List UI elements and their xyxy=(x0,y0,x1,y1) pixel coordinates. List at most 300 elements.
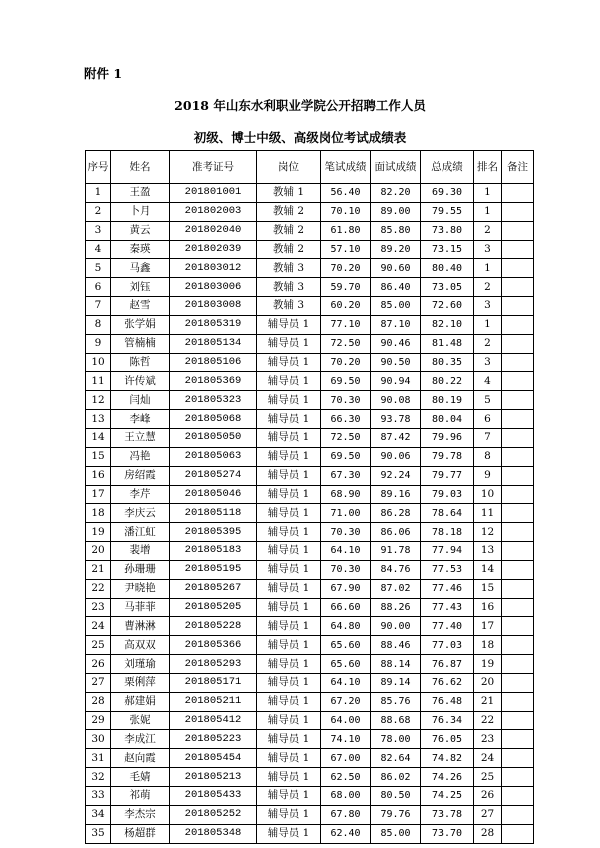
cell-interview: 91.78 xyxy=(371,542,421,561)
cell-name: 马鑫 xyxy=(111,259,170,278)
column-header-total: 总成绩 xyxy=(421,151,474,184)
cell-total: 79.03 xyxy=(421,485,474,504)
score-table xyxy=(85,150,534,844)
cell-name: 秦瑛 xyxy=(111,240,170,259)
cell-written: 66.60 xyxy=(321,598,371,617)
cell-interview: 86.28 xyxy=(371,504,421,523)
cell-total: 76.34 xyxy=(421,711,474,730)
cell-written: 62.40 xyxy=(321,824,371,843)
cell-written: 68.00 xyxy=(321,787,371,806)
cell-name: 王盈 xyxy=(111,184,170,203)
cell-total: 73.78 xyxy=(421,805,474,824)
cell-rank: 24 xyxy=(474,749,502,768)
cell-post: 辅导员 1 xyxy=(257,334,321,353)
cell-note xyxy=(502,636,534,655)
cell-no: 4 xyxy=(86,240,111,259)
cell-written: 74.10 xyxy=(321,730,371,749)
cell-interview: 80.50 xyxy=(371,787,421,806)
cell-name: 房绍霞 xyxy=(111,466,170,485)
cell-interview: 78.00 xyxy=(371,730,421,749)
cell-name: 管楠楠 xyxy=(111,334,170,353)
cell-note xyxy=(502,410,534,429)
cell-exam-id: 201805433 xyxy=(170,787,257,806)
cell-interview: 90.06 xyxy=(371,447,421,466)
cell-name: 毛婧 xyxy=(111,768,170,787)
cell-post: 辅导员 1 xyxy=(257,447,321,466)
cell-name: 李杰宗 xyxy=(111,805,170,824)
cell-interview: 90.08 xyxy=(371,391,421,410)
cell-exam-id: 201802040 xyxy=(170,221,257,240)
cell-name: 张妮 xyxy=(111,711,170,730)
cell-total: 77.43 xyxy=(421,598,474,617)
cell-written: 59.70 xyxy=(321,278,371,297)
cell-total: 72.60 xyxy=(421,297,474,316)
cell-no: 27 xyxy=(86,673,111,692)
table-row xyxy=(86,410,534,429)
document-title: 2018 年山东水利职业学院公开招聘工作人员 xyxy=(174,98,426,113)
cell-rank: 8 xyxy=(474,447,502,466)
cell-no: 32 xyxy=(86,768,111,787)
cell-post: 教辅 2 xyxy=(257,202,321,221)
cell-written: 67.80 xyxy=(321,805,371,824)
cell-exam-id: 201805369 xyxy=(170,372,257,391)
cell-note xyxy=(502,805,534,824)
table-row xyxy=(86,278,534,297)
cell-post: 教辅 3 xyxy=(257,297,321,316)
cell-interview: 84.76 xyxy=(371,560,421,579)
cell-no: 28 xyxy=(86,692,111,711)
cell-no: 3 xyxy=(86,221,111,240)
cell-written: 70.20 xyxy=(321,353,371,372)
cell-rank: 2 xyxy=(474,278,502,297)
cell-rank: 27 xyxy=(474,805,502,824)
cell-no: 30 xyxy=(86,730,111,749)
cell-exam-id: 201805106 xyxy=(170,353,257,372)
cell-total: 74.82 xyxy=(421,749,474,768)
cell-rank: 22 xyxy=(474,711,502,730)
cell-exam-id: 201805063 xyxy=(170,447,257,466)
cell-name: 陈哲 xyxy=(111,353,170,372)
cell-no: 2 xyxy=(86,202,111,221)
cell-rank: 16 xyxy=(474,598,502,617)
cell-exam-id: 201805412 xyxy=(170,711,257,730)
table-row xyxy=(86,372,534,391)
cell-no: 13 xyxy=(86,410,111,429)
cell-total: 79.96 xyxy=(421,428,474,447)
cell-rank: 1 xyxy=(474,184,502,203)
cell-exam-id: 201805267 xyxy=(170,579,257,598)
cell-name: 裴增 xyxy=(111,542,170,561)
cell-interview: 79.76 xyxy=(371,805,421,824)
cell-note xyxy=(502,749,534,768)
cell-no: 10 xyxy=(86,353,111,372)
table-row xyxy=(86,259,534,278)
cell-name: 曹淋淋 xyxy=(111,617,170,636)
cell-name: 黄云 xyxy=(111,221,170,240)
cell-post: 辅导员 1 xyxy=(257,485,321,504)
cell-written: 67.30 xyxy=(321,466,371,485)
table-row xyxy=(86,184,534,203)
document-subtitle: 初级、博士中级、高级岗位考试成绩表 xyxy=(193,130,407,145)
cell-note xyxy=(502,240,534,259)
cell-total: 77.53 xyxy=(421,560,474,579)
table-row xyxy=(86,768,534,787)
cell-note xyxy=(502,428,534,447)
cell-total: 77.46 xyxy=(421,579,474,598)
cell-rank: 20 xyxy=(474,673,502,692)
cell-written: 57.10 xyxy=(321,240,371,259)
table-row xyxy=(86,221,534,240)
cell-written: 69.50 xyxy=(321,447,371,466)
cell-rank: 9 xyxy=(474,466,502,485)
cell-rank: 3 xyxy=(474,297,502,316)
cell-no: 20 xyxy=(86,542,111,561)
cell-exam-id: 201805228 xyxy=(170,617,257,636)
cell-total: 73.80 xyxy=(421,221,474,240)
cell-rank: 19 xyxy=(474,655,502,674)
cell-name: 卜月 xyxy=(111,202,170,221)
column-header-rank: 排名 xyxy=(474,151,502,184)
cell-rank: 2 xyxy=(474,221,502,240)
cell-rank: 5 xyxy=(474,391,502,410)
cell-written: 69.50 xyxy=(321,372,371,391)
cell-written: 67.00 xyxy=(321,749,371,768)
cell-total: 76.87 xyxy=(421,655,474,674)
table-row xyxy=(86,711,534,730)
table-row xyxy=(86,485,534,504)
cell-no: 12 xyxy=(86,391,111,410)
cell-post: 辅导员 1 xyxy=(257,692,321,711)
cell-interview: 89.20 xyxy=(371,240,421,259)
cell-no: 14 xyxy=(86,428,111,447)
cell-exam-id: 201805211 xyxy=(170,692,257,711)
cell-note xyxy=(502,523,534,542)
cell-rank: 1 xyxy=(474,259,502,278)
table-row xyxy=(86,240,534,259)
cell-exam-id: 201805252 xyxy=(170,805,257,824)
cell-exam-id: 201803008 xyxy=(170,297,257,316)
cell-total: 69.30 xyxy=(421,184,474,203)
cell-post: 辅导员 1 xyxy=(257,542,321,561)
cell-no: 25 xyxy=(86,636,111,655)
cell-name: 李庆云 xyxy=(111,504,170,523)
cell-name: 冯艳 xyxy=(111,447,170,466)
cell-note xyxy=(502,730,534,749)
cell-note xyxy=(502,711,534,730)
cell-total: 77.03 xyxy=(421,636,474,655)
cell-no: 23 xyxy=(86,598,111,617)
cell-exam-id: 201803012 xyxy=(170,259,257,278)
cell-total: 80.22 xyxy=(421,372,474,391)
cell-post: 辅导员 1 xyxy=(257,655,321,674)
cell-exam-id: 201805293 xyxy=(170,655,257,674)
cell-name: 刘瑾瑜 xyxy=(111,655,170,674)
cell-written: 70.30 xyxy=(321,523,371,542)
cell-exam-id: 201805195 xyxy=(170,560,257,579)
cell-rank: 1 xyxy=(474,202,502,221)
cell-no: 35 xyxy=(86,824,111,843)
cell-exam-id: 201802003 xyxy=(170,202,257,221)
cell-rank: 28 xyxy=(474,824,502,843)
cell-rank: 14 xyxy=(474,560,502,579)
cell-post: 辅导员 1 xyxy=(257,805,321,824)
table-row xyxy=(86,655,534,674)
cell-interview: 87.42 xyxy=(371,428,421,447)
cell-written: 70.30 xyxy=(321,560,371,579)
cell-rank: 12 xyxy=(474,523,502,542)
table-row xyxy=(86,636,534,655)
cell-total: 73.05 xyxy=(421,278,474,297)
cell-interview: 88.26 xyxy=(371,598,421,617)
cell-interview: 90.60 xyxy=(371,259,421,278)
cell-rank: 26 xyxy=(474,787,502,806)
cell-written: 65.60 xyxy=(321,655,371,674)
cell-interview: 85.00 xyxy=(371,297,421,316)
column-header-interview: 面试成绩 xyxy=(371,151,421,184)
table-body xyxy=(86,184,534,844)
column-header-no: 序号 xyxy=(86,151,111,184)
cell-rank: 21 xyxy=(474,692,502,711)
cell-total: 79.55 xyxy=(421,202,474,221)
cell-note xyxy=(502,353,534,372)
cell-interview: 90.46 xyxy=(371,334,421,353)
cell-exam-id: 201805118 xyxy=(170,504,257,523)
cell-name: 赵雪 xyxy=(111,297,170,316)
cell-note xyxy=(502,278,534,297)
cell-interview: 82.20 xyxy=(371,184,421,203)
cell-name: 刘钰 xyxy=(111,278,170,297)
cell-no: 33 xyxy=(86,787,111,806)
cell-interview: 89.00 xyxy=(371,202,421,221)
cell-exam-id: 201805454 xyxy=(170,749,257,768)
cell-exam-id: 201801001 xyxy=(170,184,257,203)
cell-written: 70.30 xyxy=(321,391,371,410)
cell-exam-id: 201805348 xyxy=(170,824,257,843)
cell-rank: 17 xyxy=(474,617,502,636)
table-row xyxy=(86,523,534,542)
cell-written: 70.10 xyxy=(321,202,371,221)
cell-total: 79.77 xyxy=(421,466,474,485)
cell-interview: 87.02 xyxy=(371,579,421,598)
column-header-name: 姓名 xyxy=(111,151,170,184)
cell-note xyxy=(502,202,534,221)
cell-name: 栗俐萍 xyxy=(111,673,170,692)
cell-note xyxy=(502,334,534,353)
cell-no: 22 xyxy=(86,579,111,598)
cell-written: 70.20 xyxy=(321,259,371,278)
cell-post: 辅导员 1 xyxy=(257,504,321,523)
cell-written: 67.90 xyxy=(321,579,371,598)
cell-name: 许传斌 xyxy=(111,372,170,391)
cell-no: 7 xyxy=(86,297,111,316)
cell-interview: 85.00 xyxy=(371,824,421,843)
cell-post: 教辅 1 xyxy=(257,184,321,203)
cell-written: 71.00 xyxy=(321,504,371,523)
cell-post: 辅导员 1 xyxy=(257,410,321,429)
cell-interview: 90.50 xyxy=(371,353,421,372)
cell-total: 77.94 xyxy=(421,542,474,561)
cell-total: 76.62 xyxy=(421,673,474,692)
cell-post: 辅导员 1 xyxy=(257,560,321,579)
cell-rank: 3 xyxy=(474,240,502,259)
cell-exam-id: 201805050 xyxy=(170,428,257,447)
cell-post: 辅导员 1 xyxy=(257,636,321,655)
table-row xyxy=(86,428,534,447)
cell-exam-id: 201805213 xyxy=(170,768,257,787)
cell-written: 72.50 xyxy=(321,428,371,447)
table-row xyxy=(86,692,534,711)
attachment-label: 附件 1 xyxy=(84,66,123,81)
cell-name: 杨超群 xyxy=(111,824,170,843)
cell-note xyxy=(502,485,534,504)
table-row xyxy=(86,353,534,372)
cell-rank: 13 xyxy=(474,542,502,561)
cell-total: 80.35 xyxy=(421,353,474,372)
cell-post: 辅导员 1 xyxy=(257,579,321,598)
cell-post: 辅导员 1 xyxy=(257,598,321,617)
cell-written: 68.90 xyxy=(321,485,371,504)
cell-written: 64.00 xyxy=(321,711,371,730)
cell-post: 辅导员 1 xyxy=(257,523,321,542)
cell-no: 17 xyxy=(86,485,111,504)
cell-rank: 1 xyxy=(474,315,502,334)
cell-written: 67.20 xyxy=(321,692,371,711)
cell-name: 马菲菲 xyxy=(111,598,170,617)
cell-note xyxy=(502,655,534,674)
cell-exam-id: 201805205 xyxy=(170,598,257,617)
table-row xyxy=(86,787,534,806)
table-row xyxy=(86,504,534,523)
cell-written: 56.40 xyxy=(321,184,371,203)
column-header-note: 备注 xyxy=(502,151,534,184)
cell-note xyxy=(502,598,534,617)
cell-exam-id: 201805068 xyxy=(170,410,257,429)
table-row xyxy=(86,824,534,843)
cell-exam-id: 201805319 xyxy=(170,315,257,334)
cell-name: 闫灿 xyxy=(111,391,170,410)
cell-exam-id: 201803006 xyxy=(170,278,257,297)
cell-exam-id: 201805171 xyxy=(170,673,257,692)
cell-note xyxy=(502,259,534,278)
cell-note xyxy=(502,221,534,240)
cell-name: 赵向霞 xyxy=(111,749,170,768)
cell-post: 教辅 3 xyxy=(257,259,321,278)
table-row xyxy=(86,466,534,485)
cell-rank: 7 xyxy=(474,428,502,447)
cell-interview: 85.76 xyxy=(371,692,421,711)
table-row xyxy=(86,749,534,768)
cell-note xyxy=(502,184,534,203)
cell-post: 辅导员 1 xyxy=(257,372,321,391)
cell-name: 张学娟 xyxy=(111,315,170,334)
cell-note xyxy=(502,447,534,466)
cell-interview: 86.40 xyxy=(371,278,421,297)
cell-post: 教辅 2 xyxy=(257,240,321,259)
cell-rank: 10 xyxy=(474,485,502,504)
cell-total: 73.70 xyxy=(421,824,474,843)
cell-no: 18 xyxy=(86,504,111,523)
cell-no: 29 xyxy=(86,711,111,730)
cell-total: 82.10 xyxy=(421,315,474,334)
cell-exam-id: 201805274 xyxy=(170,466,257,485)
cell-note xyxy=(502,315,534,334)
cell-interview: 82.64 xyxy=(371,749,421,768)
cell-no: 31 xyxy=(86,749,111,768)
cell-interview: 87.10 xyxy=(371,315,421,334)
cell-no: 1 xyxy=(86,184,111,203)
cell-note xyxy=(502,542,534,561)
cell-written: 64.80 xyxy=(321,617,371,636)
cell-name: 郝建娟 xyxy=(111,692,170,711)
cell-note xyxy=(502,466,534,485)
cell-post: 辅导员 1 xyxy=(257,466,321,485)
table-row xyxy=(86,598,534,617)
cell-note xyxy=(502,560,534,579)
cell-no: 24 xyxy=(86,617,111,636)
cell-total: 76.48 xyxy=(421,692,474,711)
cell-post: 教辅 3 xyxy=(257,278,321,297)
cell-total: 78.64 xyxy=(421,504,474,523)
cell-exam-id: 201805323 xyxy=(170,391,257,410)
cell-note xyxy=(502,297,534,316)
cell-post: 辅导员 1 xyxy=(257,391,321,410)
cell-no: 6 xyxy=(86,278,111,297)
cell-total: 73.15 xyxy=(421,240,474,259)
cell-interview: 90.94 xyxy=(371,372,421,391)
cell-interview: 93.78 xyxy=(371,410,421,429)
cell-no: 5 xyxy=(86,259,111,278)
cell-rank: 11 xyxy=(474,504,502,523)
cell-note xyxy=(502,504,534,523)
table-row xyxy=(86,315,534,334)
cell-note xyxy=(502,617,534,636)
cell-no: 16 xyxy=(86,466,111,485)
cell-rank: 25 xyxy=(474,768,502,787)
cell-post: 辅导员 1 xyxy=(257,315,321,334)
cell-post: 辅导员 1 xyxy=(257,617,321,636)
cell-note xyxy=(502,824,534,843)
cell-rank: 4 xyxy=(474,372,502,391)
cell-written: 66.30 xyxy=(321,410,371,429)
cell-total: 74.26 xyxy=(421,768,474,787)
cell-total: 80.04 xyxy=(421,410,474,429)
cell-interview: 85.80 xyxy=(371,221,421,240)
cell-written: 65.60 xyxy=(321,636,371,655)
cell-exam-id: 201805046 xyxy=(170,485,257,504)
cell-name: 潘江虹 xyxy=(111,523,170,542)
cell-post: 辅导员 1 xyxy=(257,673,321,692)
table-row xyxy=(86,297,534,316)
cell-written: 72.50 xyxy=(321,334,371,353)
table-row xyxy=(86,447,534,466)
table-row xyxy=(86,805,534,824)
cell-post: 辅导员 1 xyxy=(257,711,321,730)
column-header-exam-id: 准考证号 xyxy=(170,151,257,184)
cell-name: 祁萌 xyxy=(111,787,170,806)
table-row xyxy=(86,560,534,579)
cell-exam-id: 201805395 xyxy=(170,523,257,542)
cell-total: 81.48 xyxy=(421,334,474,353)
table-row xyxy=(86,730,534,749)
cell-no: 11 xyxy=(86,372,111,391)
cell-rank: 18 xyxy=(474,636,502,655)
cell-total: 74.25 xyxy=(421,787,474,806)
cell-no: 21 xyxy=(86,560,111,579)
cell-exam-id: 201805183 xyxy=(170,542,257,561)
cell-rank: 6 xyxy=(474,410,502,429)
cell-total: 79.78 xyxy=(421,447,474,466)
cell-written: 77.10 xyxy=(321,315,371,334)
